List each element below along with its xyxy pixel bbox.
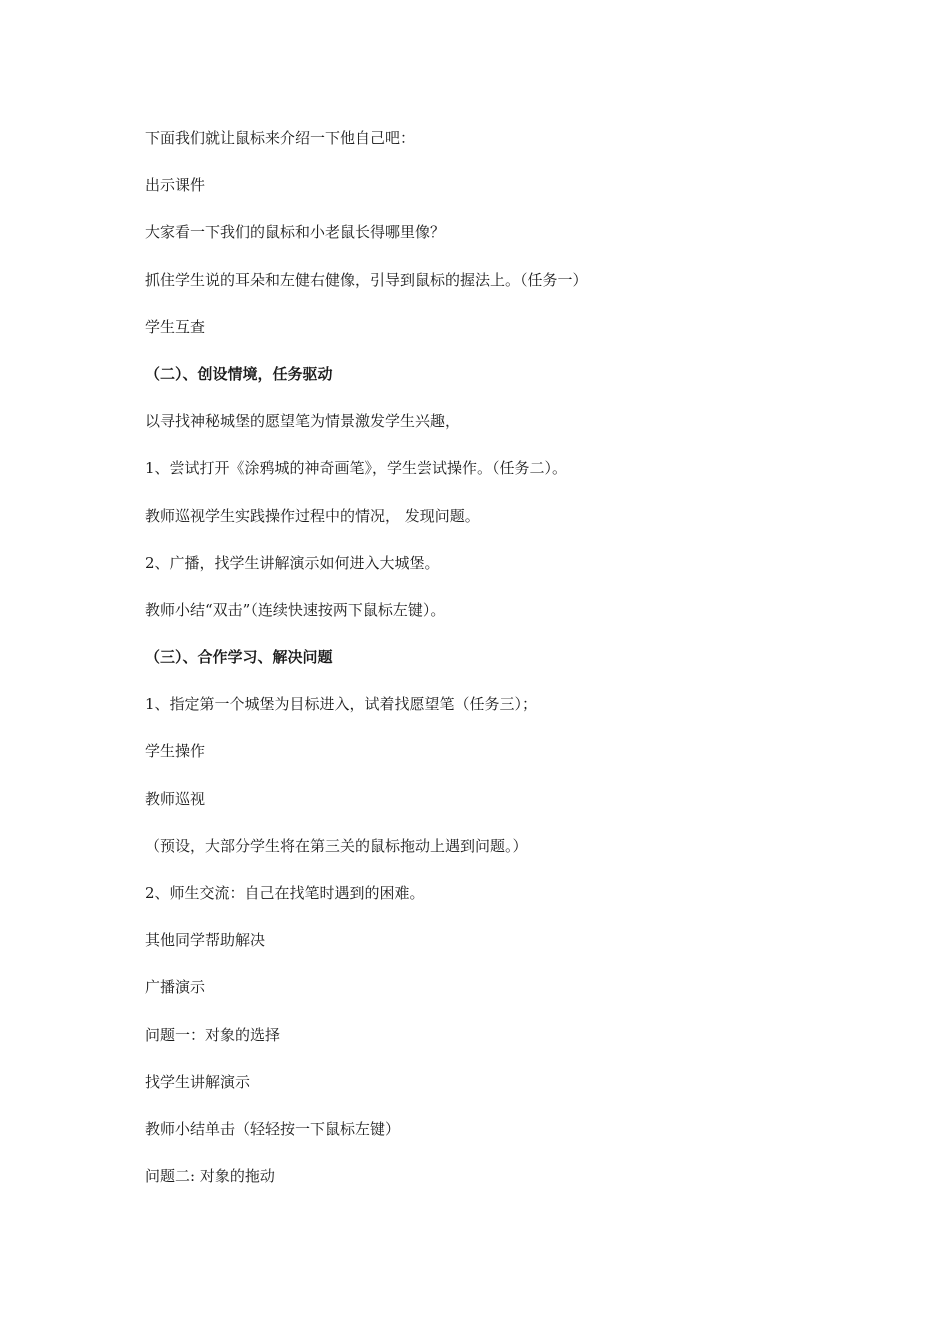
paragraph-broadcast: 2、广播，找学生讲解演示如何进入大城堡。 xyxy=(145,553,440,572)
paragraph-peer-help: 其他同学帮助解决 xyxy=(145,931,266,950)
paragraph-exchange: 2、师生交流：自己在找笔时遇到的困难。 xyxy=(145,884,425,902)
paragraph-mouse-intro: 下面我们就让鼠标来介绍一下他自己吧： xyxy=(145,129,416,147)
paragraph-double-click-summary: 教师小结“双击”（连续快速按两下鼠标左键）。 xyxy=(145,600,446,619)
paragraph-teacher-patrol: 教师巡视 xyxy=(145,789,206,808)
paragraph-task-two: 1、尝试打开《涂鸦城的神奇画笔》，学生尝试操作。（任务二）。 xyxy=(145,459,568,478)
paragraph-task-three: 1、指定第一个城堡为目标进入，试着找愿望笔（任务三）； xyxy=(145,695,538,714)
paragraph-show-courseware: 出示课件 xyxy=(145,176,206,195)
paragraph-problem-one: 问题一：对象的选择 xyxy=(145,1025,281,1044)
paragraph-broadcast-demo: 广播演示 xyxy=(145,978,206,997)
paragraph-teacher-observe: 教师巡视学生实践操作过程中的情况， 发现问题。 xyxy=(145,506,480,525)
paragraph-peer-check: 学生互查 xyxy=(145,317,206,336)
paragraph-student-operate: 学生操作 xyxy=(145,742,206,761)
paragraph-task-one: 抓住学生说的耳朵和左健右健像，引导到鼠标的握法上。（任务一） xyxy=(145,270,588,289)
paragraph-scenario: 以寻找神秘城堡的愿望笔为情景激发学生兴趣， xyxy=(145,412,461,431)
section-heading-three: （三）、合作学习、解决问题 xyxy=(145,648,333,667)
paragraph-student-demo: 找学生讲解演示 xyxy=(145,1072,251,1091)
paragraph-compare-mouse: 大家看一下我们的鼠标和小老鼠长得哪里像？ xyxy=(145,223,446,242)
section-heading-two: （二）、创设情境，任务驱动 xyxy=(145,364,333,383)
paragraph-problem-two: 问题二: 对象的拖动 xyxy=(145,1167,275,1186)
paragraph-preset: （预设，大部分学生将在第三关的鼠标拖动上遇到问题。） xyxy=(145,836,528,855)
document-body xyxy=(145,124,845,1209)
paragraph-single-click-summary: 教师小结单击（轻轻按一下鼠标左键） xyxy=(145,1119,401,1138)
